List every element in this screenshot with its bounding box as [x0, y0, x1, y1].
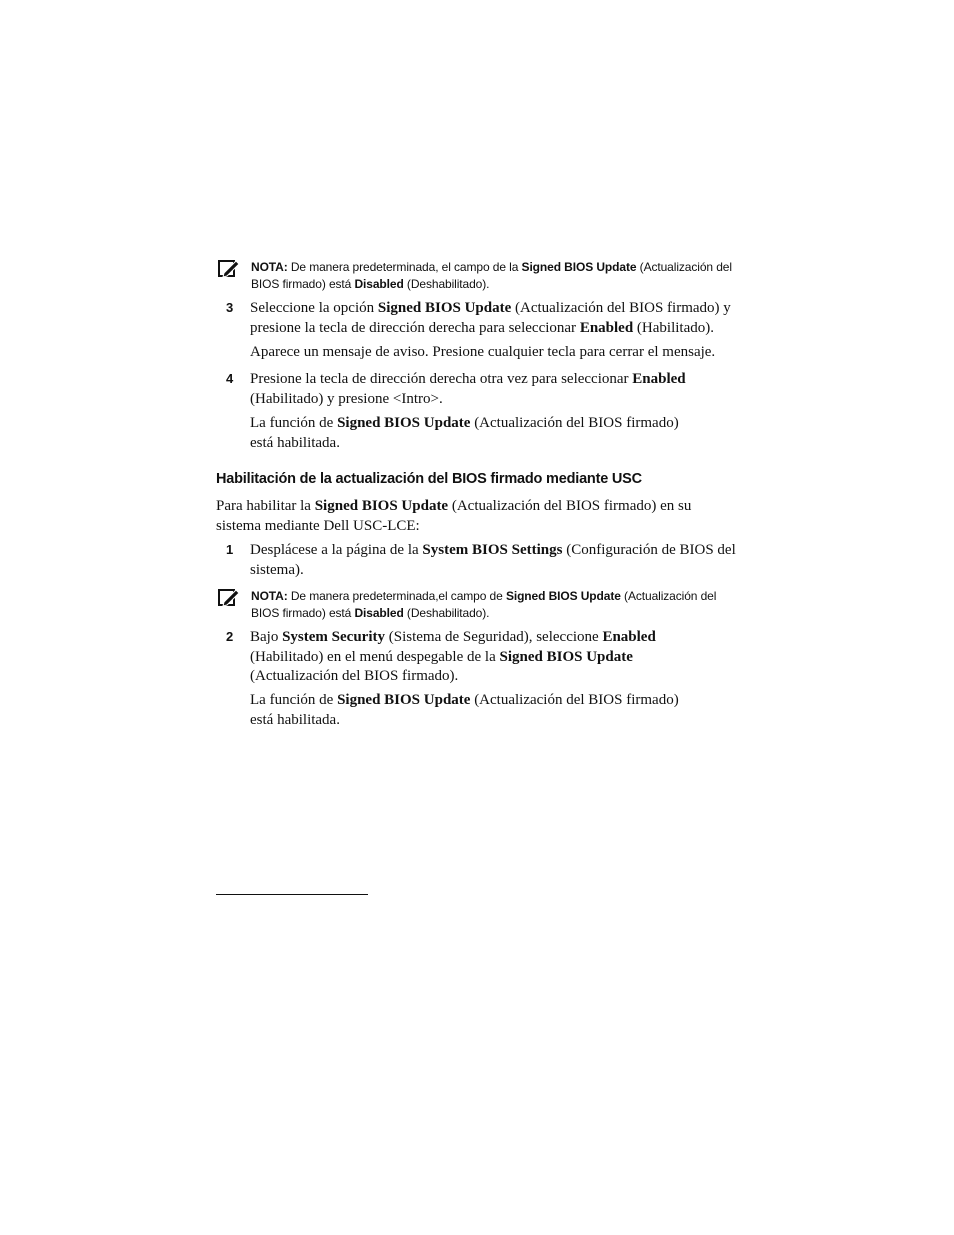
step-b-1	[226, 541, 756, 580]
note-box-2	[218, 588, 728, 622]
footnote-rule	[216, 894, 368, 895]
note-box-1	[218, 259, 748, 293]
step-text: Desplácese a la página de la System BIOS Settings (Configuración de BIOS del sistema).	[250, 542, 736, 578]
step-text: Seleccione la opción Signed BIOS Update (Actualización del BIOS firmado) y presione la tecla de dirección derecha para seleccionar Enabled (Habilitado).	[250, 300, 731, 336]
step-4	[226, 370, 756, 409]
step-3-result: Aparece un mensaje de aviso. Presione cualquier tecla para cerrar el mensaje.	[250, 344, 716, 360]
step-b-2-result: La función de Signed BIOS Update (Actualización del BIOS firmado) está habilitada.	[250, 692, 679, 728]
section-heading: Habilitación de la actualización del BIOS firmado mediante USC	[216, 471, 642, 487]
step-number: 2	[226, 629, 234, 644]
intro-paragraph: Para habilitar la Signed BIOS Update (Actualización del BIOS firmado) en su sistema mediante Dell USC-LCE:	[216, 498, 692, 534]
step-number: 4	[226, 371, 234, 386]
step-3	[226, 299, 756, 338]
step-b-2	[226, 628, 666, 687]
note-pencil-icon	[218, 259, 240, 279]
note-pencil-icon	[218, 588, 240, 608]
step-4-result: La función de Signed BIOS Update (Actualización del BIOS firmado) está habilitada.	[250, 415, 679, 451]
note-text: NOTA: De manera predeterminada,el campo de Signed BIOS Update (Actualización del BIOS firmado) está Disabled (Deshabilitado).	[251, 589, 717, 620]
note-text: NOTA: De manera predeterminada, el campo de la Signed BIOS Update (Actualización del BIOS firmado) está Disabled (Deshabilitado).	[251, 260, 732, 291]
step-text: Bajo System Security (Sistema de Seguridad), seleccione Enabled (Habilitado) en el menú despegable de la Signed BIOS Update (Actualización del BIOS firmado).	[250, 629, 656, 684]
step-number: 3	[226, 300, 234, 315]
step-number: 1	[226, 542, 234, 557]
step-text: Presione la tecla de dirección derecha otra vez para seleccionar Enabled (Habilitado) y presione <Intro>.	[250, 371, 686, 407]
